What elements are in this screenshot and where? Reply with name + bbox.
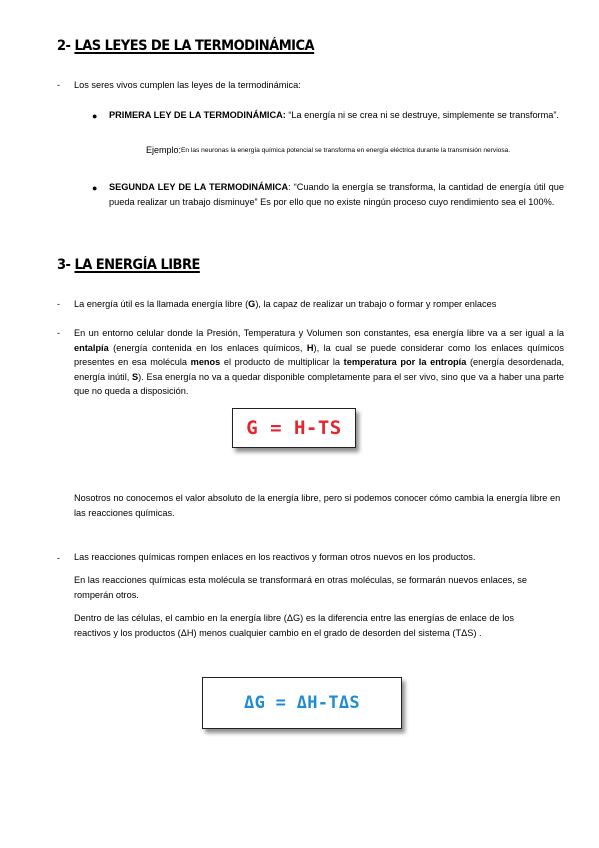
section-3-heading [57, 257, 200, 273]
formula-delta-free-energy: ΔG = ΔH-TΔS [202, 677, 402, 729]
first-law-text: “La energía ni se crea ni se destruye, simplemente se transforma”. [288, 110, 559, 120]
section-3-number: 3- [57, 257, 71, 273]
example-text: En las neuronas la energía química potencial se transforma en energía eléctrica durante la transmisión nerviosa. [181, 147, 511, 154]
text-run-bold: G [248, 299, 256, 309]
text-run-bold: H [306, 342, 314, 353]
text-run-bold: entalpía [74, 342, 109, 353]
enthalpy-paragraph [74, 326, 564, 399]
text-run: En un entorno celular donde la Presión, Temperatura y Volumen son constantes, esa energía libre va a ser igual a la [74, 328, 564, 338]
text-run-bold: temperatura por la entropía [343, 357, 467, 368]
text-run: el producto de multiplicar la [220, 357, 344, 368]
dash-marker: - [57, 299, 60, 309]
second-law [109, 180, 564, 209]
intro-text: Los seres vivos cumplen las leyes de la termodinámica: [74, 80, 301, 90]
text-run: ), la capaz de realizar un trabajo o formar y romper enlaces [255, 299, 497, 309]
bullet-marker: ● [92, 111, 98, 121]
text-run: ). Esa energía no va a quedar disponible completamente para el ser vivo, sino que va a haber una parte que no queda a disposición. [74, 371, 565, 397]
text-run-bold: menos [190, 357, 221, 368]
free-energy-change-text: Nosotros no conocemos el valor absoluto de la energía libre, pero si podemos conocer cómo cambia la energía libre en las reacciones químicas. [74, 493, 561, 518]
section-3-title: LA ENERGÍA LIBRE [74, 257, 200, 273]
section-2-title: LAS LEYES DE LA TERMODINÁMICA [74, 38, 315, 54]
example-label: Ejemplo: [146, 145, 182, 155]
dash-marker: - [57, 328, 60, 338]
section-2-number: 2- [57, 38, 71, 54]
text-run: ), la cual se puede considerar como los enlaces químicos presentes en esa molécula [74, 342, 564, 368]
molecule-transform-text: En las reacciones químicas esta molécula se transformará en otras moléculas, se formarán nuevos enlaces, se romperán otros. [74, 575, 527, 600]
first-law [109, 108, 564, 123]
section-2-heading [57, 38, 314, 54]
second-law-label: SEGUNDA LEY DE LA TERMODINÁMICA [109, 182, 289, 192]
text-run: (energía desordenada, energía inútil, [74, 357, 565, 382]
reactions-text: Las reacciones químicas rompen enlaces en los reactivos y forman otros nuevos en los productos. [74, 552, 476, 562]
dash-marker: - [57, 80, 60, 90]
text-run-bold: S [132, 371, 139, 382]
bullet-marker: ● [92, 183, 98, 193]
text-run: La energía útil es la llamada energía libre ( [74, 299, 249, 309]
formula-free-energy: G = H-TS [232, 408, 356, 448]
dash-marker: - [57, 553, 60, 563]
free-energy-definition [74, 297, 564, 312]
text-run: (energía contenida en los enlaces químicos, [108, 342, 307, 353]
delta-g-text: Dentro de las células, el cambio en la energía libre (ΔG) es la diferencia entre las energías de enlace de los reactivos y los productos (ΔH) menos cualquier cambio en el grado de desorden del sistema (TΔS) . [74, 613, 514, 638]
second-law-text: : “Cuando la energía se transforma, la cantidad de energía útil que pueda realizar un trabajo disminuye” Es por ello que no existe ningún proceso cuyo rendimiento sea el 100%. [109, 182, 564, 207]
first-law-label: PRIMERA LEY DE LA TERMODINÁMICA: [109, 110, 286, 120]
